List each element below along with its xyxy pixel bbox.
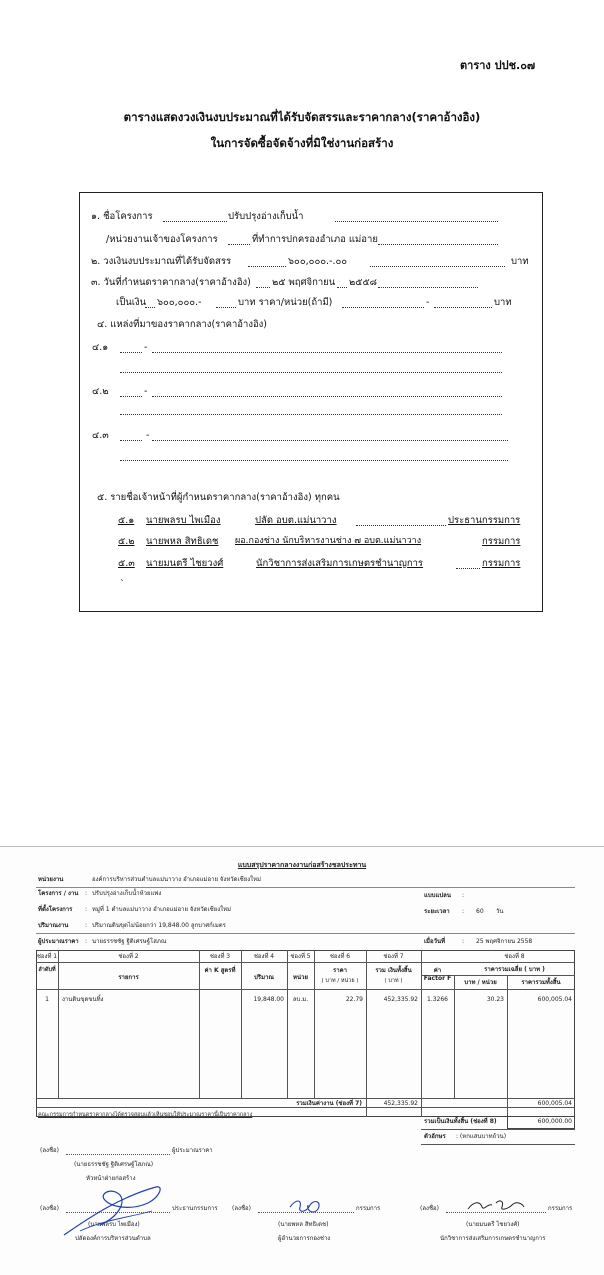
item2-value: ๖๐๐,๐๐๐.-.๐๐ [288, 256, 348, 267]
stray-mark: ` [120, 579, 125, 590]
price-header: ราคา [333, 967, 347, 974]
official-3-role: กรรมการ [482, 558, 521, 569]
col7-header: ช่องที่ 7 [383, 953, 404, 960]
item3-value: ๒๕ พฤศจิกายน [272, 277, 336, 288]
member2-sign-prefix: (ลงชื่อ) [420, 1205, 439, 1212]
official-3-name: นายมนตรี ไชยวงศ์ [146, 558, 224, 569]
row-unit: ลบ.ม. [292, 996, 309, 1003]
unit-header: หน่วย [293, 974, 308, 981]
chair-role: ประธานกรรมการ [172, 1205, 218, 1212]
item3-unit-price-dash: - [426, 297, 430, 308]
row-item: งานดินขุดขนทิ้ง [62, 996, 104, 1003]
source-1-num: ๔.๑ [92, 342, 109, 353]
member1-name: (นายพหล สิทธิเดช) [278, 1221, 329, 1228]
item1-sub-label: /หน่วยงานเจ้าของโครงการ [106, 234, 218, 245]
col2-header: ช่องที่ 2 [118, 953, 139, 960]
seq-header: ลำดับที่ [38, 967, 56, 973]
official-3-position: นักวิชาการส่งเสริมการเกษตรชำนาญการ [256, 558, 424, 569]
item4-label: ๔. แหล่งที่มาของราคากลาง(ราคาอ้างอิง) [97, 319, 268, 330]
row-per-unit: 30.23 [486, 996, 504, 1003]
official-2-role: กรรมการ [482, 536, 521, 547]
committee-note: คณะกรรมการกำหนดราคากลางได้ตรวจสอบแล้วเห็นชอบให้ประมาณราคานี้เป็นราคากลาง [38, 1112, 253, 1118]
item3-year: ๒๕๕๘ [349, 277, 377, 288]
grand-header: ราคารวมทั้งสิ้น [521, 979, 561, 986]
row-factor: 1.3266 [427, 996, 448, 1003]
source-2-num: ๔.๒ [92, 386, 109, 397]
project-colon: : [85, 890, 88, 897]
quantity-colon: : [85, 922, 88, 929]
item3-amount-value: ๖๐๐,๐๐๐.- [157, 297, 202, 308]
col4-header: ช่องที่ 4 [253, 953, 275, 960]
item3-label: ๓. วันที่กำหนดราคากลาง(ราคาอ้างอิง) [91, 277, 251, 288]
source-3-num: ๔.๓ [92, 430, 109, 441]
member2-name: (นายมนตรี ไชยวงศ์) [466, 1221, 520, 1228]
price-unit-header: ( บาท / หน่วย ) [321, 978, 359, 984]
row-grand: 600,005.04 [537, 996, 572, 1003]
total-all-value: 600,000.00 [537, 1118, 572, 1125]
source-1-value: - [144, 342, 148, 353]
item1-label: ๑. ชื่อโครงการ [91, 211, 153, 222]
member2-title: นักวิชาการส่งเสริมการเกษตรชำนาญการ [440, 1235, 546, 1242]
official-1-position: ปลัด อบต.แม่นาวาง [255, 515, 337, 526]
item1-value: ปรับปรุงอ่างเก็บน้ำ [228, 211, 304, 222]
duration-label: ระยะเวลา [424, 908, 450, 915]
duration-colon: : [462, 908, 465, 915]
plan-value: : [462, 892, 465, 899]
item2-baht: บาท [511, 256, 529, 267]
agency-label: หน่วยงาน [38, 876, 64, 883]
ref-price-header: ราคารวมเฉลี่ย ( บาท ) [484, 966, 545, 973]
qty-header: ปริมาณ [254, 974, 274, 981]
official-2-num: ๕.๒ [118, 536, 135, 547]
official-1-num: ๕.๑ [118, 515, 135, 526]
sum-label: รวมเงินค่างาน (ช่องที่ 7) [296, 1100, 362, 1107]
col1-header: ช่องที่ 1 [36, 953, 58, 960]
plan-label: แบบแปลน [424, 892, 451, 899]
chair-signature-image [60, 1177, 170, 1239]
sum-value: 452,335.92 [383, 1100, 418, 1107]
row-price: 22.79 [345, 996, 363, 1003]
duration-value: 60 [476, 908, 484, 915]
form-title-line2: ในการจัดซื้อจัดจ้างที่มิใช่งานก่อสร้าง [210, 136, 394, 150]
official-3-num: ๕.๓ [118, 558, 135, 569]
member1-sign-prefix: (ลงชื่อ) [232, 1205, 251, 1212]
sum-grand: 600,005.04 [537, 1100, 572, 1107]
official-1-role: ประธานกรรมการ [448, 515, 521, 526]
price-summary-sheet [0, 846, 604, 1275]
member1-role: กรรมการ [356, 1205, 381, 1212]
project-label: โครงการ / งาน [38, 890, 79, 897]
total-header: รวม เงินทั้งสิ้น [375, 967, 412, 974]
source-3-value: - [146, 430, 150, 441]
col3-header: ช่องที่ 3 [209, 953, 231, 960]
source-2-value: - [144, 386, 148, 397]
quantity-label: ปริมาณงาน [38, 922, 69, 929]
member2-role: กรรมการ [548, 1205, 573, 1212]
row-total: 452,335.92 [383, 996, 418, 1003]
items-header: รายการ [118, 974, 139, 981]
agency-value: องค์การบริหารส่วนตำบลแม่นาวาง อำเภอแม่อาย จังหวัดเชียงใหม่ [92, 876, 261, 883]
location-label: ที่ตั้งโครงการ [38, 906, 73, 913]
item5-label: ๕. รายชื่อเจ้าหน้าที่ผู้กำหนดราคากลาง(ราคาอ้างอิง) ทุกคน [97, 492, 340, 503]
sheet-title: แบบสรุปราคากลางงานก่อสร้างชลประทาน [237, 861, 367, 869]
chair-name: (นายพลรบ ไพเมือง) [88, 1221, 140, 1228]
duration-unit: วัน [496, 908, 504, 915]
form-box [79, 192, 543, 612]
estimator-sign-name: (นายธรรชชัฐ ฐิติเศรษฐ์โสภณ) [74, 1161, 154, 1168]
date-value: 25 พฤศจิกายน 2558 [476, 938, 533, 945]
item3-amount-label: เป็นเงิน [116, 297, 147, 308]
item2-label: ๒. วงเงินงบประมาณที่ได้รับจัดสรร [91, 256, 232, 267]
member1-signature-image [286, 1195, 326, 1217]
col8-header: ช่องที่ 8 [504, 953, 525, 960]
col5-header: ช่องที่ 5 [290, 953, 311, 960]
chair-title: ปลัดองค์การบริหารส่วนตำบล [75, 1235, 151, 1242]
location-value: หมู่ที่ 1 ตำบลแม่นาวาง อำเภอแม่อาย จังหวัดเชียงใหม่ [92, 906, 231, 913]
item3-baht: บาท [494, 297, 512, 308]
factor-header: ค่า Factor F [423, 967, 452, 983]
estimator-colon: : [85, 938, 88, 945]
in-words-value: : (หกแสนบาทถ้วน) [456, 1133, 507, 1140]
member1-title: ผู้อำนวยการกองช่าง [278, 1235, 331, 1242]
item1-sub-value: ที่ทำการปกครองอำเภอ แม่อาย [252, 234, 378, 245]
project-value: ปรับปรุงอ่างเก็บน้ำห้วยแพ่ง [92, 890, 162, 897]
estimator-sign-title: หัวหน้าฝ่ายก่อสร้าง [86, 1175, 136, 1182]
total-unit-header: ( บาท ) [384, 978, 403, 984]
estimator-sign-role: ผู้ประมาณราคา [172, 1147, 213, 1154]
item3-unit-price-label: บาท ราคา/หน่วย(ถ้ามี) [238, 297, 333, 308]
date-label: เมื่อวันที่ [424, 938, 446, 945]
form-title-line1: ตารางแสดงวงเงินงบประมาณที่ได้รับจัดสรรและราคากลาง(ราคาอ้างอิง) [123, 110, 481, 124]
row-seq: 1 [45, 996, 49, 1003]
official-2-position: ผอ.กองช่าง นักบริหารงานช่าง ๗ อบต.แม่นาวาง [235, 536, 422, 546]
estimator-value: นายธรรชชัฐ ฐิติเศรษฐ์โสภณ [92, 938, 167, 945]
estimator-sign-prefix: (ลงชื่อ) [40, 1147, 59, 1154]
in-words-label: ตัวอักษร [424, 1133, 446, 1140]
official-1-name: นายพลรบ ไพเมือง [146, 515, 221, 526]
member2-signature-image [466, 1197, 526, 1215]
k-header: ค่า K สูตรที่ [204, 967, 236, 974]
row-qty: 19,848.00 [253, 996, 284, 1003]
per-unit-header: บาท / หน่วย [464, 979, 497, 986]
col6-header: ช่องที่ 6 [329, 953, 351, 960]
form-code: ตาราง ปปช.๐๗ [460, 59, 536, 72]
estimator-label: ผู้ประมาณราคา [38, 938, 79, 945]
total-all-label: รวมเป็นเงินทั้งสิ้น (ช่องที่ 8) [424, 1118, 497, 1125]
location-colon: : [85, 906, 88, 913]
date-colon: : [462, 938, 465, 945]
quantity-value: ปริมาณดินขุดไม่น้อยกว่า 19,848.00 ลูกบาศก์เมตร [92, 922, 226, 929]
chair-sign-prefix: (ลงชื่อ) [40, 1205, 59, 1212]
official-2-name: นายพหล สิทธิเดช [146, 536, 219, 547]
